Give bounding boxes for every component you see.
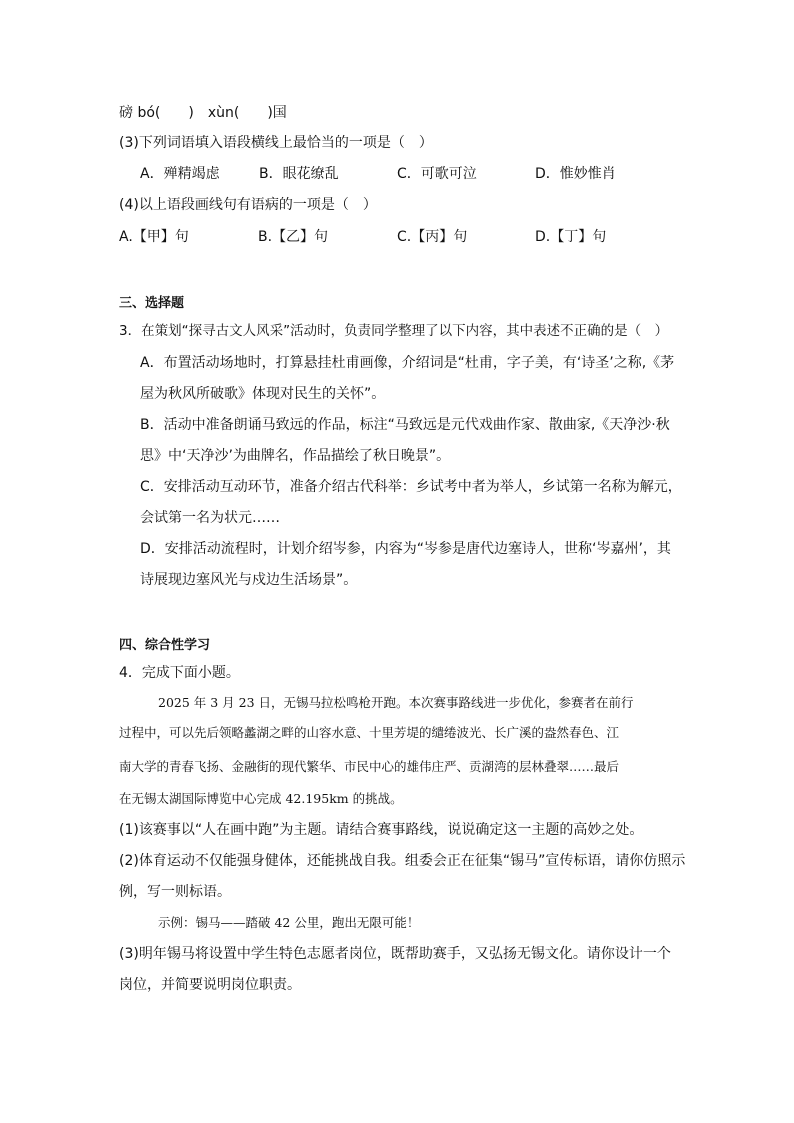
q4-sub1: (1)该赛事以“人在画中跑”为主题。请结合赛事路线，说说确定这一主题的高妙之处。 bbox=[119, 822, 644, 838]
q3-4-option-b: B.【乙】句 bbox=[258, 229, 329, 245]
pinyin-line: 磅 bó( ) xùn( )国 bbox=[119, 105, 287, 121]
passage-line-2: 过程中，可以先后领略蠡湖之畔的山容水意、十里芳堤的缱绻波光、长广溪的盎然春色、江 bbox=[119, 725, 620, 740]
q3-3-option-d: D．惟妙惟肖 bbox=[535, 166, 616, 182]
q3-option-a-line2: 屋为秋风所破歌》体现对民生的关怀”。 bbox=[140, 386, 386, 402]
q4-sub2-line1: (2)体育运动不仅能强身健体，还能挑战自我。组委会正在征集“锡马”宣传标语，请你仿照示 bbox=[119, 853, 686, 869]
q3-option-d-line2: 诗展现边塞风光与戍边生活场景”。 bbox=[140, 572, 358, 588]
q4-sub3-line1: (3)明年锡马将设置中学生特色志愿者岗位，既帮助赛手，又弘扬无锡文化。请你设计一个 bbox=[119, 946, 671, 962]
passage-line-3: 南大学的青春飞扬、金融街的现代繁华、市民中心的雄伟庄严、贡湖湾的层林叠翠……最后 bbox=[119, 759, 620, 774]
q3-4-stem: (4)以上语段画线句有语病的一项是（ ） bbox=[119, 197, 377, 213]
q3-option-b-line2: 思》中‘天净沙’为曲牌名，作品描绘了秋日晚景”。 bbox=[140, 448, 451, 464]
q3-4-option-d: D.【丁】句 bbox=[535, 229, 607, 245]
q4-stem: 4．完成下面小题。 bbox=[119, 665, 240, 681]
passage-line-4: 在无锡太湖国际博览中心完成 42.195km 的挑战。 bbox=[119, 791, 403, 806]
q4-sub3-line2: 岗位，并简要说明岗位职责。 bbox=[119, 977, 301, 993]
q3-option-b-line1: B．活动中准备朗诵马致远的作品，标注“马致远是元代戏曲作家、散曲家,《天净沙·秋 bbox=[140, 417, 670, 433]
q3-option-a-line1: A．布置活动场地时，打算悬挂杜甫画像，介绍词是“杜甫，字子美，有‘诗圣’之称,《茅 bbox=[140, 355, 675, 371]
passage-line-1: 2025 年 3 月 23 日，无锡马拉松鸣枪开跑。本次赛事路线进一步优化，参赛者在前行 bbox=[158, 695, 634, 710]
q3-stem: 3．在策划“探寻古文人风采”活动时，负责同学整理了以下内容，其中表述不正确的是（ ） bbox=[119, 323, 669, 339]
q3-3-option-c: C．可歌可泣 bbox=[397, 166, 477, 182]
q3-3-option-b: B．眼花缭乱 bbox=[259, 166, 339, 182]
q4-sub2-line2: 例，写一则标语。 bbox=[119, 884, 231, 900]
q3-option-c-line1: C．安排活动互动环节，准备介绍古代科举：乡试考中者为举人，乡试第一名称为解元， bbox=[140, 479, 682, 495]
section-3-heading: 三、选择题 bbox=[119, 296, 185, 311]
q3-4-option-c: C.【丙】句 bbox=[397, 229, 468, 245]
q3-4-option-a: A.【甲】句 bbox=[119, 229, 189, 245]
section-4-heading: 四、综合性学习 bbox=[119, 638, 211, 653]
q3-option-c-line2: 会试第一名为状元…… bbox=[140, 510, 280, 526]
q3-3-stem: (3)下列词语填入语段横线上最恰当的一项是（ ） bbox=[119, 135, 433, 151]
q3-3-option-a: A．殚精竭虑 bbox=[140, 166, 220, 182]
q4-example: 示例：锡马——踏破 42 公里，跑出无限可能！ bbox=[158, 915, 420, 930]
q3-option-d-line1: D．安排活动流程时，计划介绍岑参，内容为“岑参是唐代边塞诗人，世称‘岑嘉州’，其 bbox=[140, 541, 671, 557]
